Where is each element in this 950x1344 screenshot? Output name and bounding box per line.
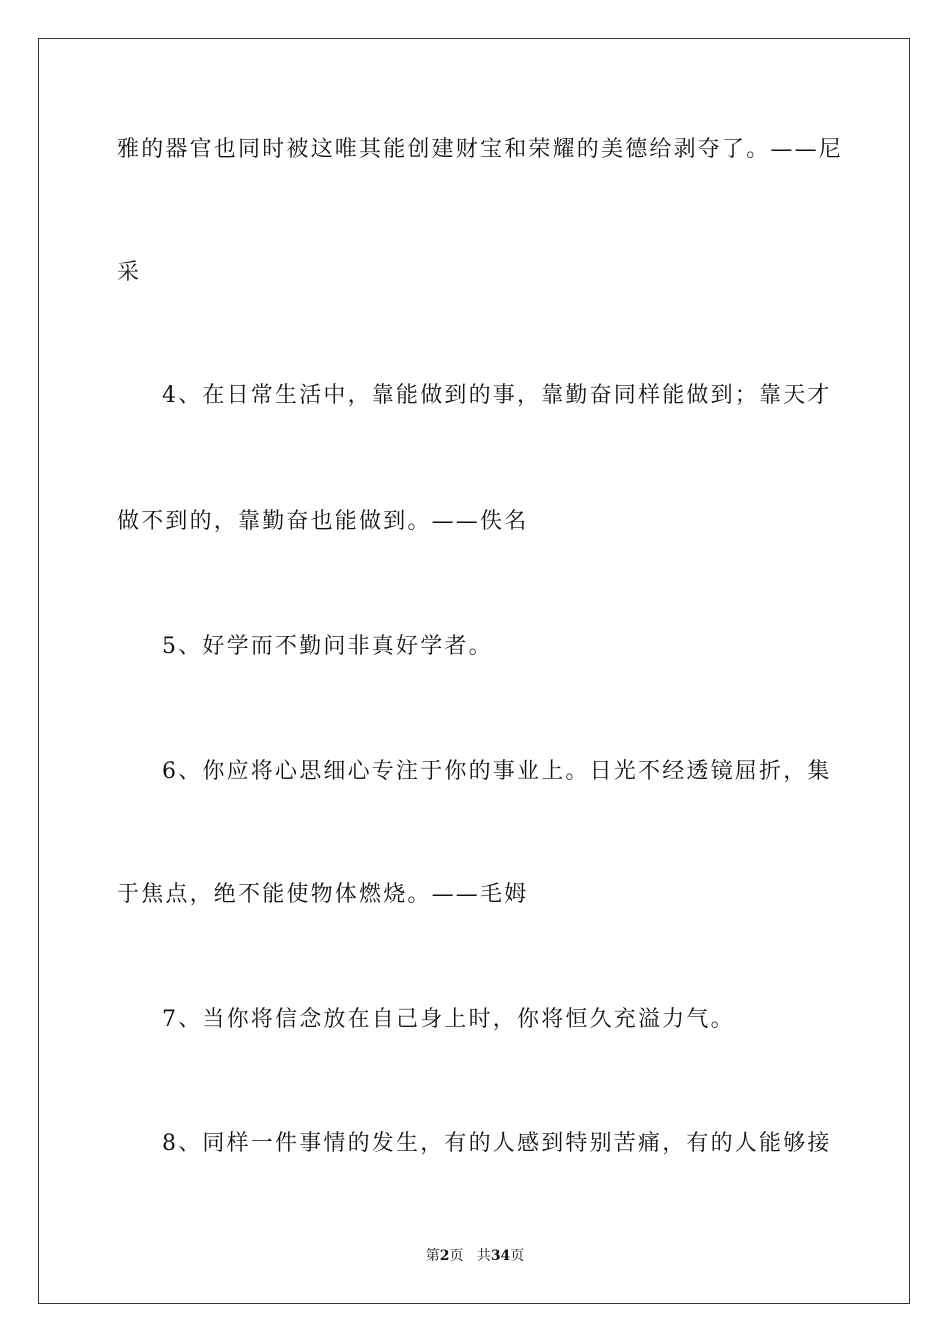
footer-total-pages: 34 [490,1248,511,1264]
text-line-2: 采 [117,260,142,285]
footer-page-suffix: 页 [449,1248,464,1264]
text-line-1: 雅的器官也同时被这唯其能创建财宝和荣耀的美德给剥夺了。——尼 [117,137,844,162]
footer-total-prefix: 共 [476,1248,491,1264]
text-line-9: 8、同样一件事情的发生，有的人感到特别苦痛，有的人能够接 [162,1131,832,1156]
text-line-7: 于焦点，绝不能使物体燃烧。——毛姆 [117,882,529,907]
text-line-3: 4、在日常生活中，靠能做到的事，靠勤奋同样能做到；靠天才 [162,383,832,408]
text-line-8: 7、当你将信念放在自己身上时，你将恒久充溢力气。 [162,1007,735,1032]
text-line-5: 5、好学而不勤问非真好学者。 [162,634,493,659]
page-footer [0,1246,950,1266]
text-line-4: 做不到的，靠勤奋也能做到。——佚名 [117,509,529,534]
footer-page-prefix: 第 [425,1248,440,1264]
page-border [38,38,910,1304]
footer-total-suffix: 页 [510,1248,525,1264]
text-line-6: 6、你应将心思细心专注于你的事业上。日光不经透镜屈折，集 [162,759,832,784]
footer-page-number: 2 [439,1248,450,1264]
